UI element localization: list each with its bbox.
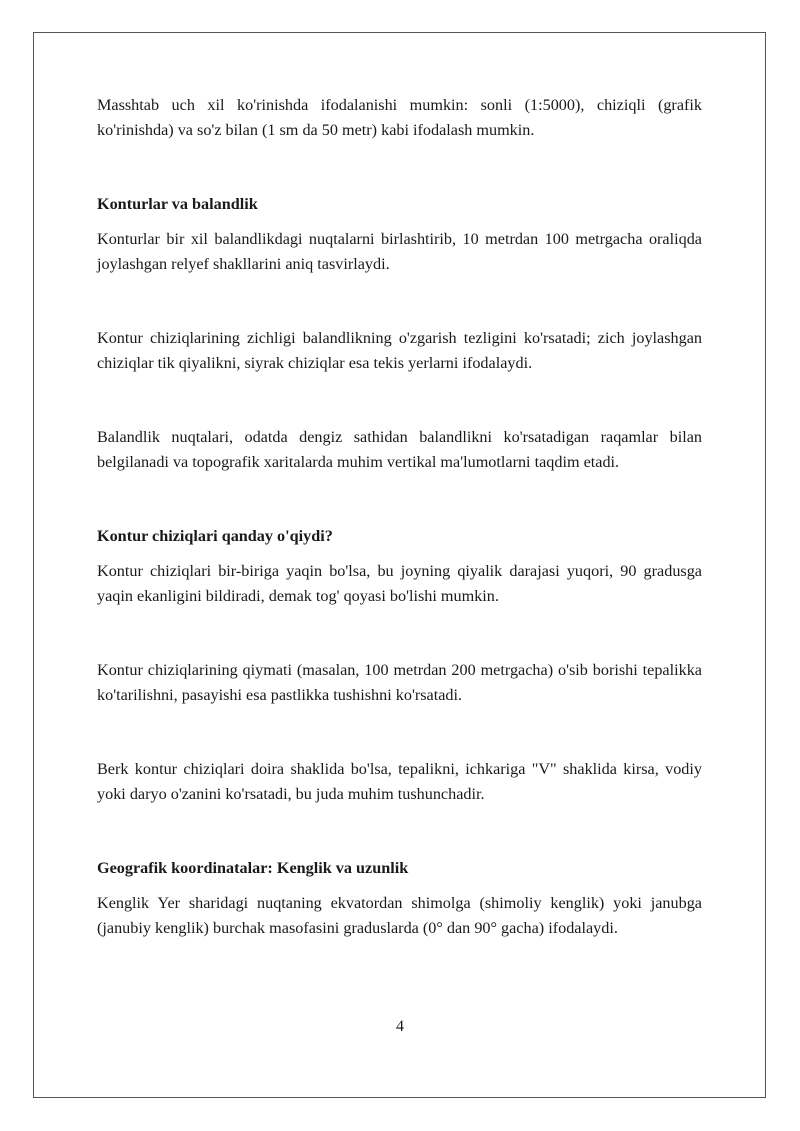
paragraph-scale-types: Masshtab uch xil ko'rinishda ifodalanishi mumkin: sonli (1:5000), chiziqli (grafik ko'rinishda) va so'z bilan (1 sm da 50 metr) kabi ifodalash mumkin. bbox=[97, 96, 702, 139]
paragraph-close-contours: Kontur chiziqlari bir-biriga yaqin bo'lsa, bu joyning qiyalik darajasi yuqori, 90 gradusga yaqin ekanligini bildiradi, demak tog' qoyasi bo'lishi mumkin. bbox=[97, 562, 702, 605]
paragraph-latitude: Kenglik Yer sharidagi nuqtaning ekvatordan shimolga (shimoliy kenglik) yoki janubga (janubiy kenglik) burchak masofasini graduslarda (0° dan 90° gacha) ifodalaydi. bbox=[97, 894, 702, 937]
heading-geographic-coordinates: Geografik koordinatalar: Kenglik va uzunlik bbox=[97, 859, 409, 877]
document-body bbox=[97, 93, 702, 941]
paragraph-contour-values: Kontur chiziqlarining qiymati (masalan, 100 metrdan 200 metrgacha) o'sib borishi tepalikka ko'tarilishni, pasayishi esa pastlikka tushishni ko'rsatadi. bbox=[97, 661, 702, 704]
heading-reading-contours: Kontur chiziqlari qanday o'qiydi? bbox=[97, 527, 333, 545]
paragraph-closed-contours: Berk kontur chiziqlari doira shaklida bo'lsa, tepalikni, ichkariga "V" shaklida kirsa, vodiy yoki daryo o'zanini ko'rsatadi, bu juda muhim tushunchadir. bbox=[97, 760, 702, 803]
paragraph-contours-definition: Konturlar bir xil balandlikdagi nuqtalarni birlashtirib, 10 metrdan 100 metrgacha oraliqda joylashgan relyef shakllarini aniq tasvirlaydi. bbox=[97, 230, 702, 273]
paragraph-contour-density: Kontur chiziqlarining zichligi balandlikning o'zgarish tezligini ko'rsatadi; zich joylashgan chiziqlar tik qiyalikni, siyrak chiziqlar esa tekis yerlarni ifodalaydi. bbox=[97, 329, 702, 372]
heading-contours-elevation: Konturlar va balandlik bbox=[97, 195, 258, 213]
paragraph-elevation-points: Balandlik nuqtalari, odatda dengiz sathidan balandlikni ko'rsatadigan raqamlar bilan belgilanadi va topografik xaritalarda muhim vertikal ma'lumotlarni taqdim etadi. bbox=[97, 428, 702, 471]
page-number: 4 bbox=[396, 1018, 404, 1035]
